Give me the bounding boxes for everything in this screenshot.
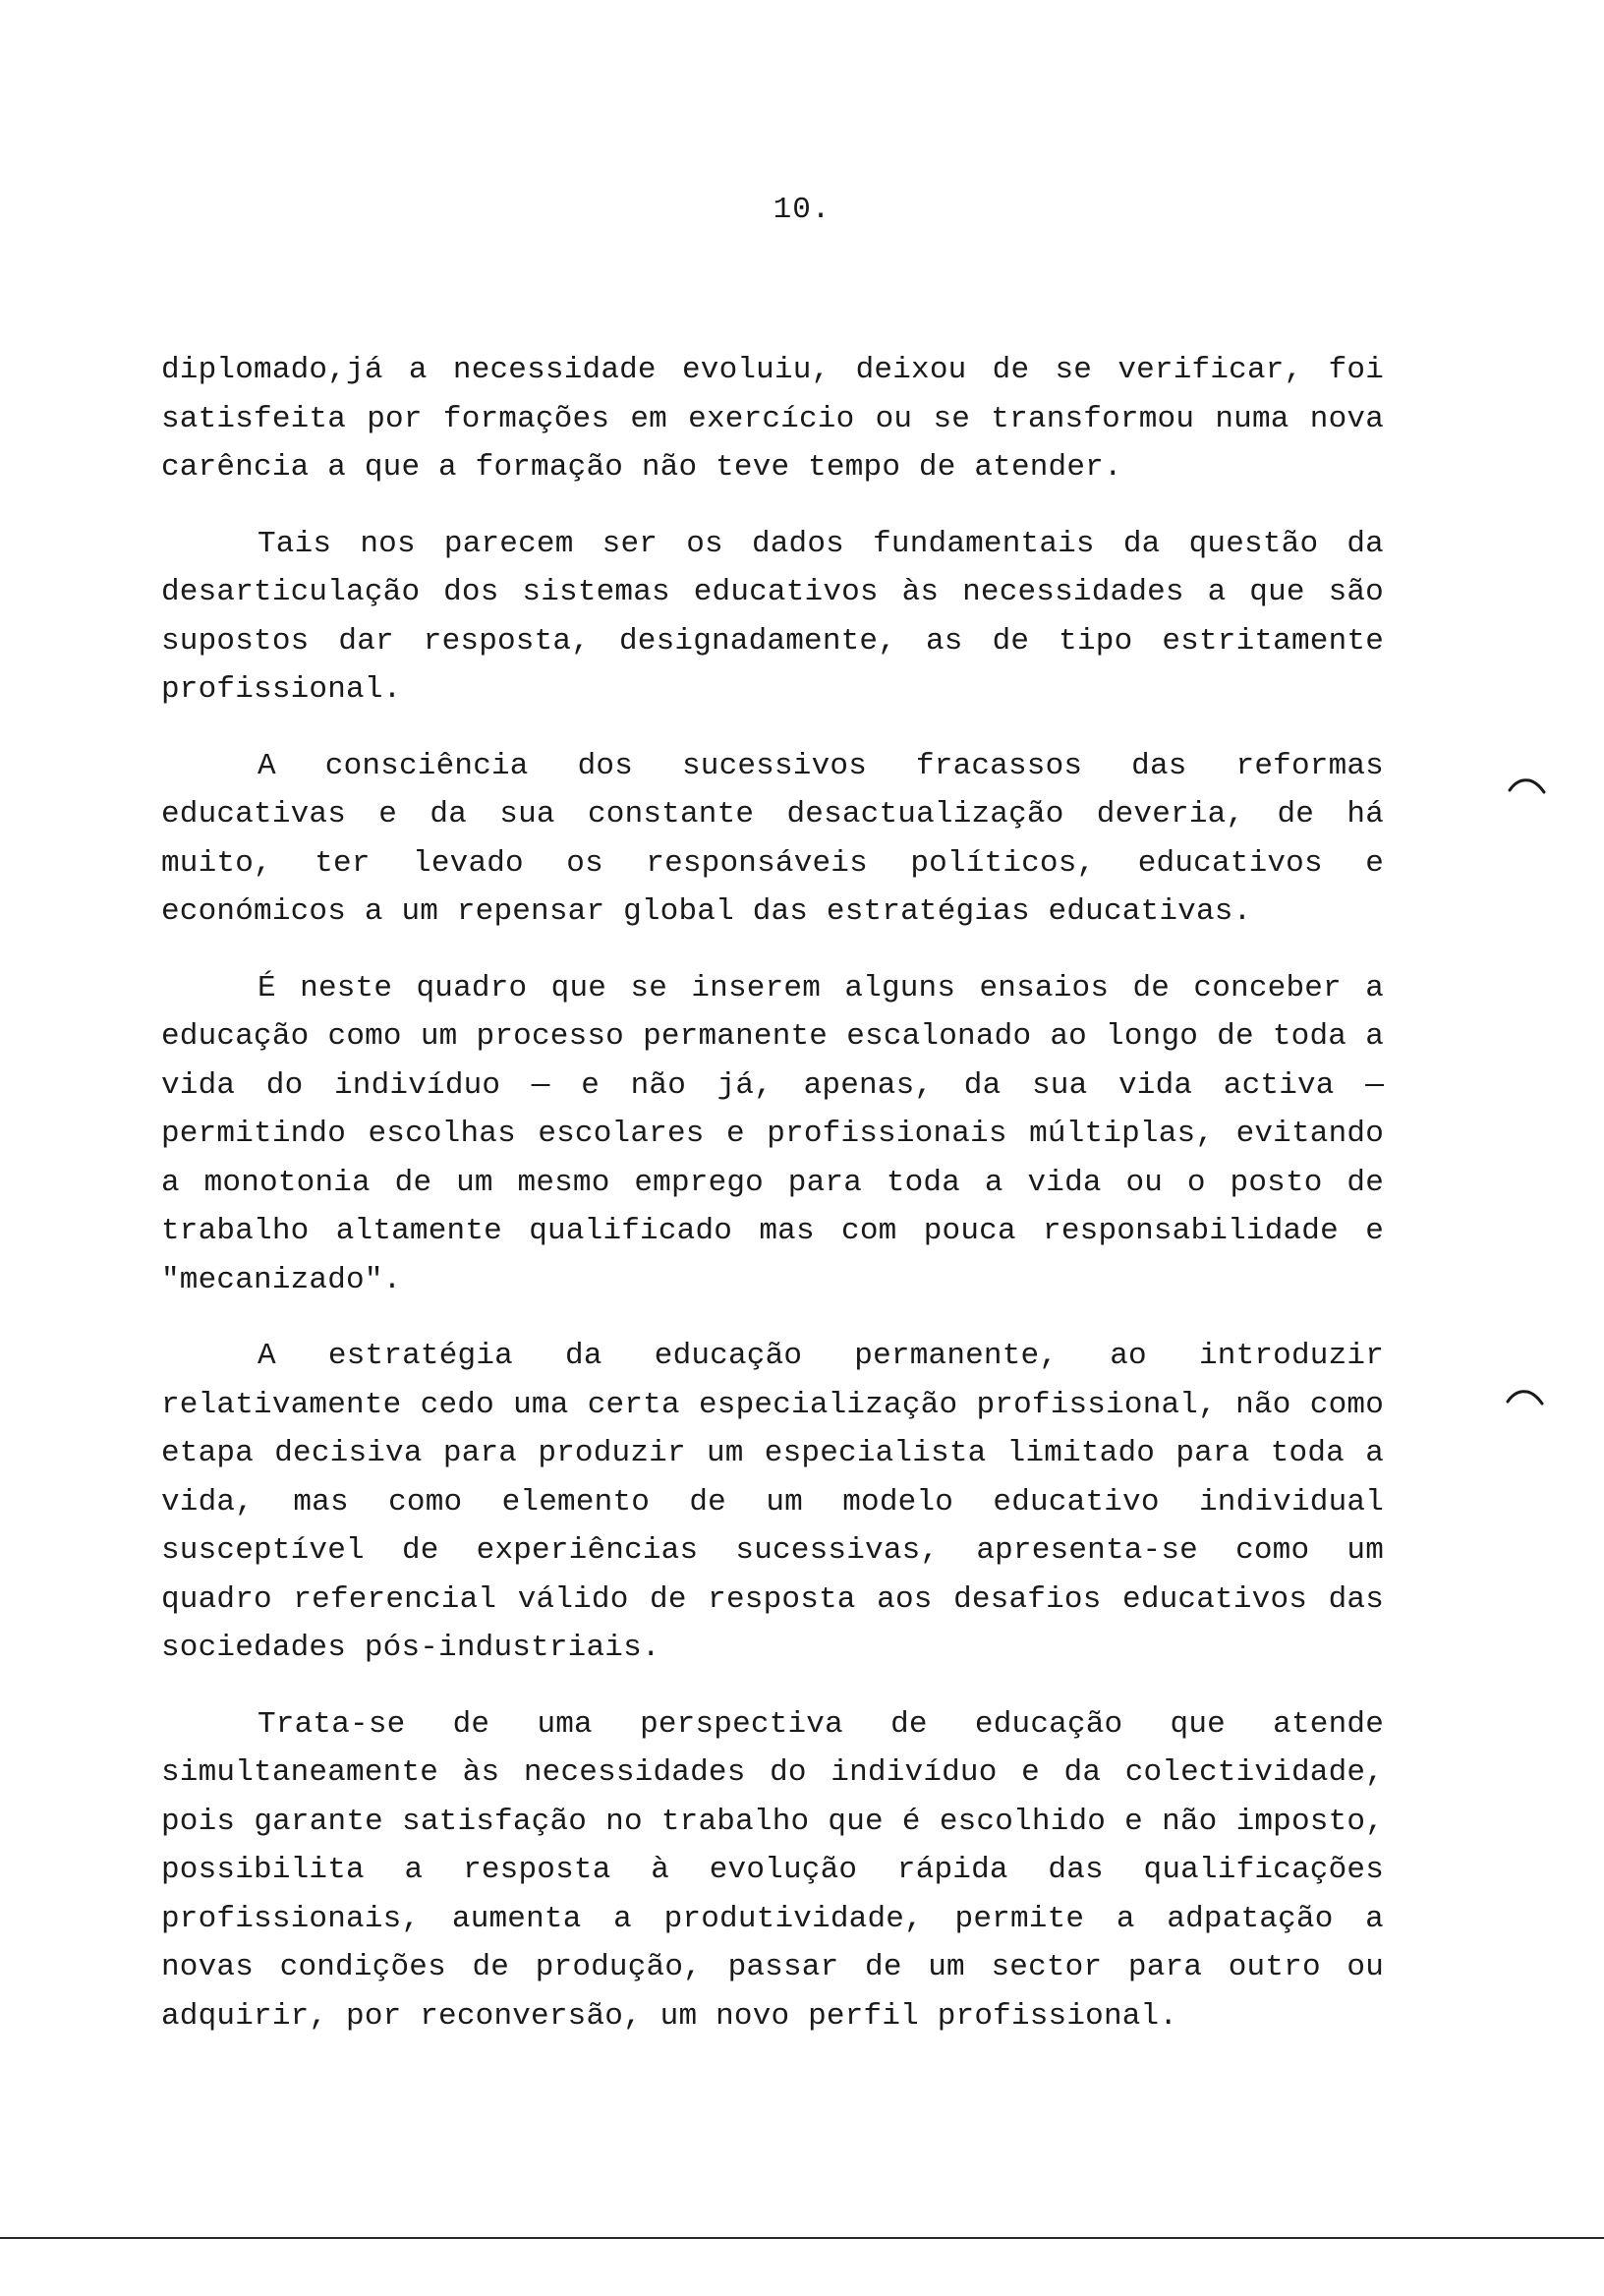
paragraph-5: A estratégia da educação permanente, ao introduzir relativamente cedo uma certa especialização profissional, não como etapa decisiva para produzir um especialista limitado para toda a vida, mas como elemento de um modelo educativo individual susceptível de experiências sucessivas, apresenta-se como um quadro referencial válido de resposta aos desafios educativos das sociedades pós-industriais. <box>161 1339 1384 1665</box>
body-text <box>161 346 1384 2068</box>
paragraph-4: É neste quadro que se inserem alguns ensaios de conceber a educação como um processo permanente escalonado ao longo de toda a vida do indivíduo — e não já, apenas, da sua vida activa — permitindo escolhas escolares e profissionais múltiplas, evitando a monotonia de um mesmo emprego para toda a vida ou o posto de trabalho altamente qualificado mas com pouca responsabilidade e "mecanizado". <box>161 970 1384 1297</box>
paragraph-6: Trata-se de uma perspectiva de educação que atende simultaneamente às necessidades do indivíduo e da colectividade, pois garante satisfação no trabalho que é escolhido e não imposto, possibilita a resposta à evolução rápida das qualificações profissionais, aumenta a produtividade, permite a adpatação a novas condições de produção, passar de um sector para outro ou adquirir, por reconversão, um novo perfil profissional. <box>161 1706 1384 2034</box>
page-number: 10. <box>773 193 831 227</box>
bottom-rule <box>0 2237 1604 2239</box>
paragraph-3: A consciência dos sucessivos fracassos das reformas educativas e da sua constante desactualização deveria, de há muito, ter levado os responsáveis políticos, educativos e económicos a um repensar global das estratégias educativas. <box>161 748 1384 929</box>
margin-mark-icon <box>1506 1388 1545 1406</box>
paragraph-2: Tais nos parecem ser os dados fundamentais da questão da desarticulação dos sistemas educativos às necessidades a que são supostos dar resposta, designadamente, as de tipo estritamente profissional. <box>161 526 1384 707</box>
margin-mark-icon <box>1508 776 1547 794</box>
paragraph-1: diplomado,já a necessidade evoluiu, deixou de se verificar, foi satisfeita por formações em exercício ou se transformou numa nova carência a que a formação não teve tempo de atender. <box>161 353 1384 485</box>
